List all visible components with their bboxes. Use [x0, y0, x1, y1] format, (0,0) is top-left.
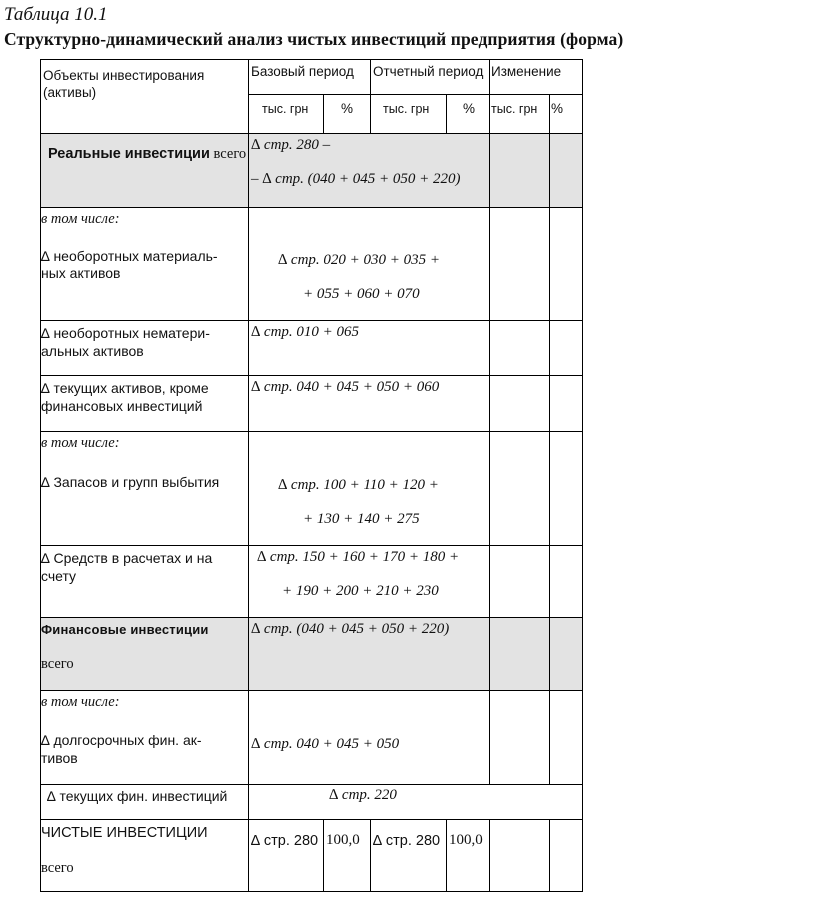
header-objects-line1: Объекты инвестирования	[43, 68, 205, 83]
row-current-assets-formula: ∆ стр. 040 + 045 + 050 + 060	[251, 379, 440, 395]
row-settlements-label-2: счету	[41, 568, 77, 584]
col-rule-objects	[248, 59, 249, 892]
col-rule-change	[489, 207, 490, 785]
table-border-bottom	[40, 891, 583, 892]
row-current-fin-formula: ∆ стр. 220	[329, 787, 397, 803]
row-rule	[40, 819, 583, 820]
row-rule	[40, 617, 583, 618]
col-rule-base-pct	[323, 819, 324, 892]
row-financial-label-2: всего	[41, 656, 74, 672]
row-incl-label: в том числе:	[41, 211, 120, 227]
row-settlements-label-1: ∆ Средств в расчетах и на	[41, 550, 213, 566]
header-base-period: Базовый период	[251, 64, 354, 79]
col-rule-report	[370, 819, 371, 892]
row-real-label-rest: всего	[213, 146, 247, 162]
row-real-label-bold: Реальные инвестиции	[48, 146, 210, 162]
header-rule	[40, 133, 583, 134]
row-tangible-label-1: ∆ необоротных материаль-	[41, 248, 218, 264]
row-rule	[40, 431, 583, 432]
table-title: Структурно-динамический анализ чистых инвестиций предприятия (форма)	[4, 29, 624, 49]
row-tangible-formula-1: ∆ стр. 020 + 030 + 035 +	[278, 252, 441, 268]
row-net-base-value: ∆ стр. 280	[251, 833, 319, 849]
row-real-formula-2: – ∆ стр. (040 + 045 + 050 + 220)	[251, 171, 461, 187]
col-rule-change-pct	[549, 819, 550, 892]
row-rule	[40, 207, 583, 208]
header-base-pct: %	[341, 101, 354, 116]
row-rule	[40, 784, 583, 785]
table-border-right	[582, 59, 583, 892]
header-report-pct: %	[463, 101, 476, 116]
row-intangible-label-1: ∆ необоротных нематери-	[41, 325, 210, 341]
table-caption: Таблица 10.1	[4, 4, 108, 25]
row-financial-label-1: Финансовые инвестиции	[41, 622, 209, 637]
row-intangible-label	[41, 324, 210, 360]
row-longterm-fin-label-2: тивов	[41, 750, 78, 766]
header-objects	[43, 67, 204, 101]
row-settlements-formula-2: + 190 + 200 + 210 + 230	[282, 583, 439, 599]
row-settlements-formula-1: ∆ стр. 150 + 160 + 170 + 180 +	[257, 549, 460, 565]
row-real-label	[48, 146, 246, 163]
row-rule	[40, 690, 583, 691]
row-inventories-label: ∆ Запасов и групп выбытия	[41, 474, 220, 490]
row-inventories-formula-1: ∆ стр. 100 + 110 + 120 +	[278, 477, 439, 493]
col-rule-base-pct	[323, 94, 324, 134]
col-rule-report-pct	[446, 94, 447, 134]
row-longterm-fin-label-1: ∆ долгосрочных фин. ак-	[41, 732, 202, 748]
row-current-assets-label-1: ∆ текущих активов, кроме	[41, 380, 209, 396]
row-financial-formula: ∆ стр. (040 + 045 + 050 + 220)	[251, 621, 450, 637]
header-objects-line2: (активы)	[43, 85, 97, 100]
row-net-label-1: ЧИСТЫЕ ИНВЕСТИЦИИ	[41, 825, 208, 841]
col-rule-change-pct	[549, 94, 550, 785]
header-base-unit: тыс. грн	[262, 102, 309, 116]
row-net-base-pct: 100,0	[326, 832, 360, 848]
row-rule	[40, 375, 583, 376]
col-rule-change	[489, 133, 490, 208]
row-longterm-fin-label	[41, 731, 202, 767]
row-net-label-2: всего	[41, 860, 74, 876]
header-change-unit: тыс. грн	[491, 102, 538, 116]
row-rule	[40, 545, 583, 546]
row-tangible-formula-2: + 055 + 060 + 070	[303, 286, 420, 302]
col-rule-report	[370, 59, 371, 134]
row-current-assets-label	[41, 379, 209, 415]
header-report-unit: тыс. грн	[383, 102, 430, 116]
row-incl-label: в том числе:	[41, 694, 120, 710]
row-real-formula-1: ∆ стр. 280 –	[251, 137, 331, 153]
row-net-report-value: ∆ стр. 280	[373, 833, 441, 849]
row-intangible-formula: ∆ стр. 010 + 065	[251, 324, 360, 340]
col-rule-report-pct	[446, 819, 447, 892]
row-net-report-pct: 100,0	[449, 832, 483, 848]
row-intangible-label-2: альных активов	[41, 343, 144, 359]
row-rule	[40, 320, 583, 321]
row-current-fin-label: ∆ текущих фин. инвестиций	[47, 788, 228, 804]
row-tangible-label	[41, 248, 218, 282]
header-change-pct: %	[551, 101, 564, 116]
row-inventories-formula-2: + 130 + 140 + 275	[303, 511, 420, 527]
row-longterm-fin-formula: ∆ стр. 040 + 045 + 050	[251, 736, 400, 752]
col-rule-change	[489, 819, 490, 892]
row-current-assets-label-2: финансовых инвестиций	[41, 398, 203, 414]
header-change: Изменение	[491, 64, 562, 79]
table-border-top	[40, 59, 583, 60]
header-subrule	[248, 94, 583, 95]
col-rule-change	[489, 59, 490, 135]
row-tangible-label-2: ных активов	[41, 265, 121, 281]
header-report-period: Отчетный период	[373, 64, 484, 79]
row-settlements-label	[41, 549, 212, 585]
row-incl-label: в том числе:	[41, 435, 120, 451]
